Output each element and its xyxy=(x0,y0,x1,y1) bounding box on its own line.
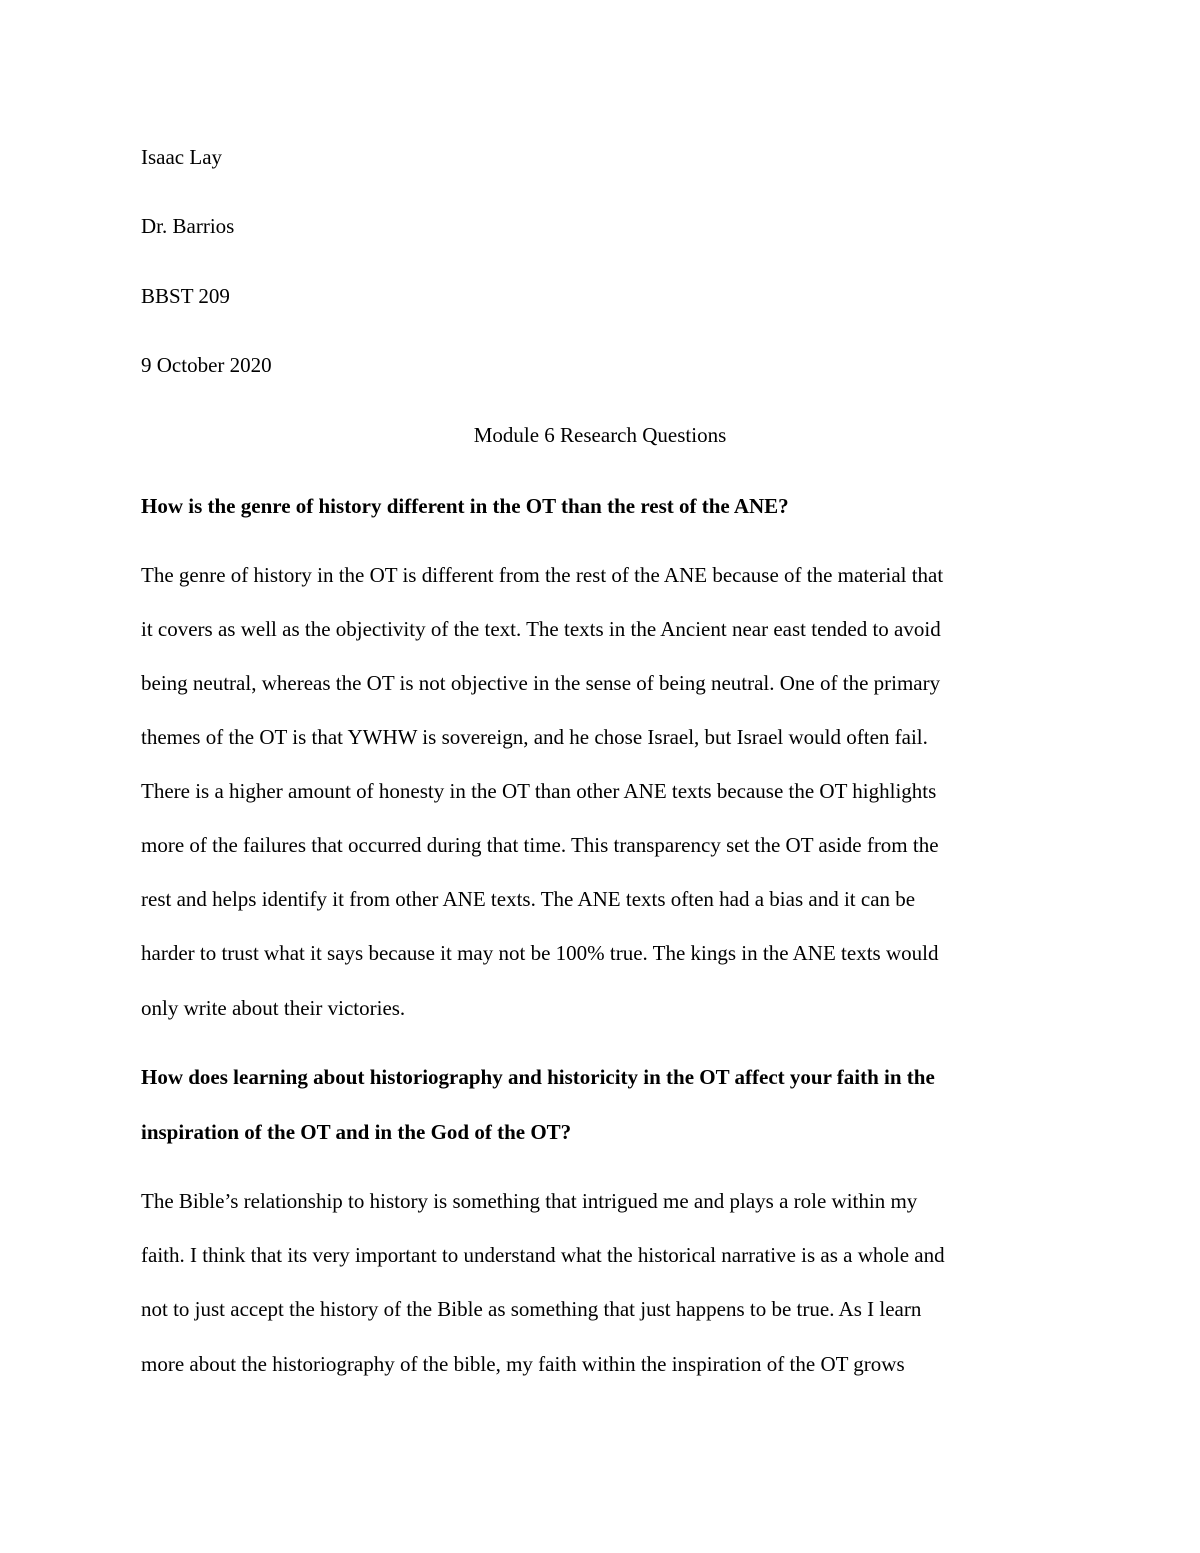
answer-1-line: only write about their victories. xyxy=(141,996,406,1020)
author-name: Isaac Lay xyxy=(141,145,223,169)
document-date: 9 October 2020 xyxy=(141,353,272,377)
instructor-name: Dr. Barrios xyxy=(141,214,235,238)
answer-1-line: harder to trust what it says because it may not be 100% true. The kings in the ANE texts would xyxy=(141,941,939,965)
answer-2-line: The Bible’s relationship to history is something that intrigued me and plays a role within my xyxy=(141,1189,918,1213)
answer-1-line: it covers as well as the objectivity of the text. The texts in the Ancient near east tended to avoid xyxy=(141,617,941,641)
answer-1-line: more of the failures that occurred during that time. This transparency set the OT aside from the xyxy=(141,833,939,857)
answer-1-line: rest and helps identify it from other ANE texts. The ANE texts often had a bias and it can be xyxy=(141,887,916,911)
answer-2-line: more about the historiography of the bible, my faith within the inspiration of the OT grows xyxy=(141,1352,905,1376)
question-2-line: How does learning about historiography and historicity in the OT affect your faith in the xyxy=(141,1065,935,1089)
answer-1-line: being neutral, whereas the OT is not objective in the sense of being neutral. One of the primary xyxy=(141,671,941,695)
question-1: How is the genre of history different in the OT than the rest of the ANE? xyxy=(141,494,789,518)
document-title: Module 6 Research Questions xyxy=(473,423,727,447)
course-code: BBST 209 xyxy=(141,284,230,308)
answer-2-line: not to just accept the history of the Bible as something that just happens to be true. As I learn xyxy=(141,1297,922,1321)
question-2-line: inspiration of the OT and in the God of the OT? xyxy=(141,1120,572,1144)
answer-2-line: faith. I think that its very important to understand what the historical narrative is as a whole and xyxy=(141,1243,945,1267)
answer-1-line: There is a higher amount of honesty in the OT than other ANE texts because the OT highlights xyxy=(141,779,937,803)
answer-1-line: themes of the OT is that YWHW is sovereign, and he chose Israel, but Israel would often fail. xyxy=(141,725,928,749)
answer-1-line: The genre of history in the OT is different from the rest of the ANE because of the material that xyxy=(141,563,944,587)
